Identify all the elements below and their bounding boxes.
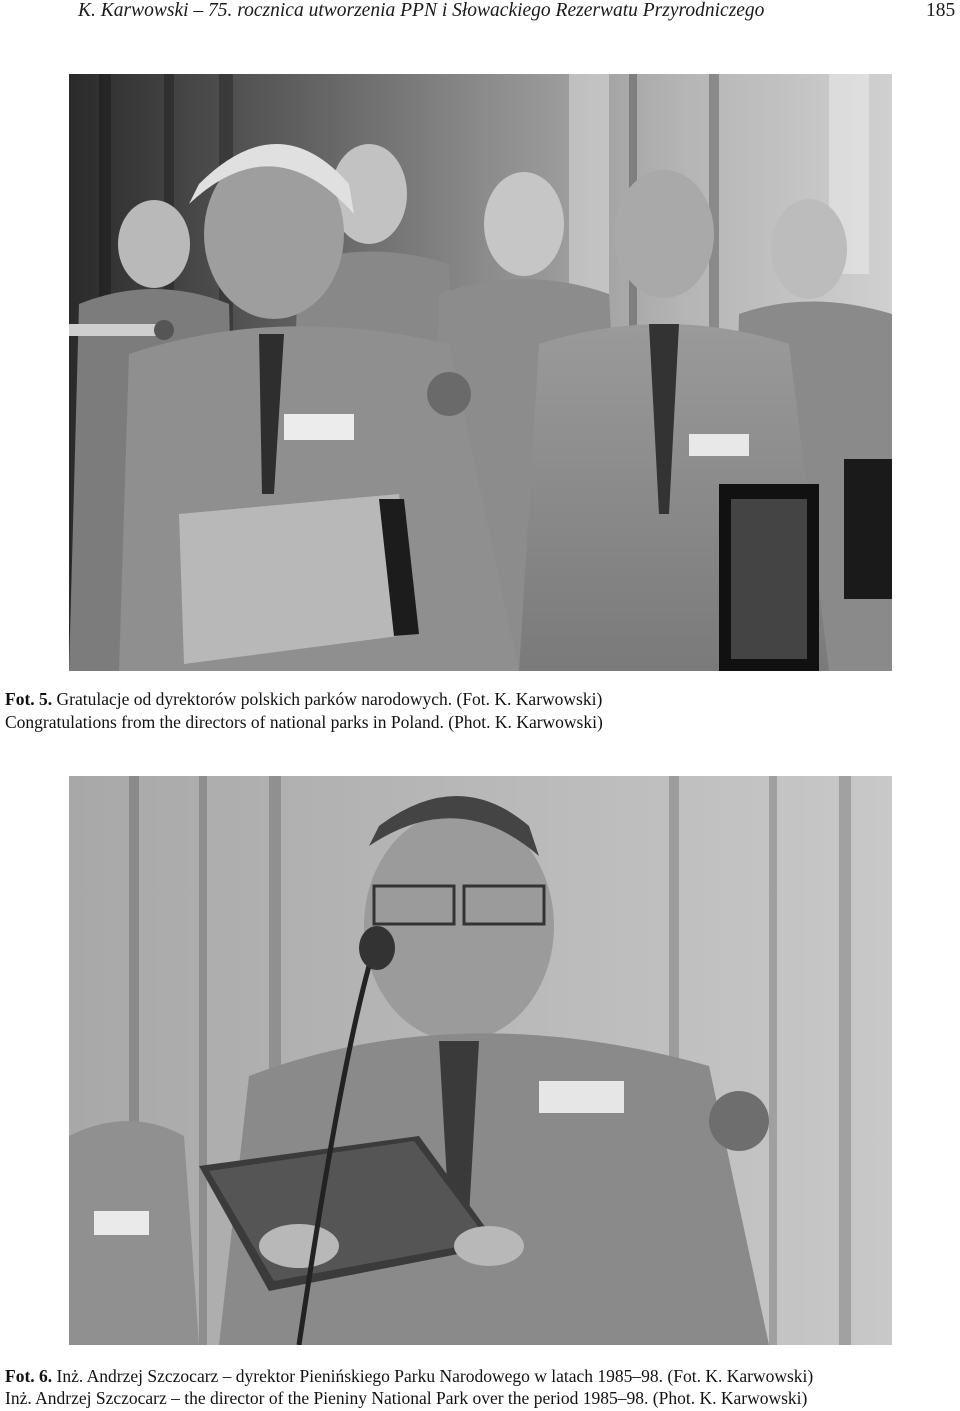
figure-5-caption-polish (5, 688, 955, 710)
running-title: K. Karwowski – 75. rocznica utworzenia PPN i Słowackiego Rezerwatu Przyrodniczego (78, 0, 765, 21)
figure-6-caption-polish (5, 1365, 955, 1387)
figure-5-label: Fot. 5. (5, 689, 53, 709)
figure-5-caption-pl-text: Gratulacje od dyrektorów polskich parków narodowych. (Fot. K. Karwowski) (56, 689, 603, 709)
figure-5-caption-english: Congratulations from the directors of national parks in Poland. (Phot. K. Karwowski) (5, 712, 603, 732)
figure-6-photo-illustration (69, 776, 892, 1345)
figure-5-photo (69, 74, 892, 671)
figure-6-caption-english: Inż. Andrzej Szczocarz – the director of the Pieniny National Park over the period 1985–98. (Phot. K. Karwowski) (5, 1388, 808, 1408)
page-number: 185 (926, 0, 956, 21)
figure-5-photo-illustration (69, 74, 892, 671)
figure-6-photo (69, 776, 892, 1345)
figure-6-label: Fot. 6. (5, 1366, 53, 1386)
figure-6-caption-pl-text: Inż. Andrzej Szczocarz – dyrektor Pienińskiego Parku Narodowego w latach 1985–98. (Fot. K. Karwowski) (56, 1366, 814, 1386)
page-header (0, 0, 960, 30)
